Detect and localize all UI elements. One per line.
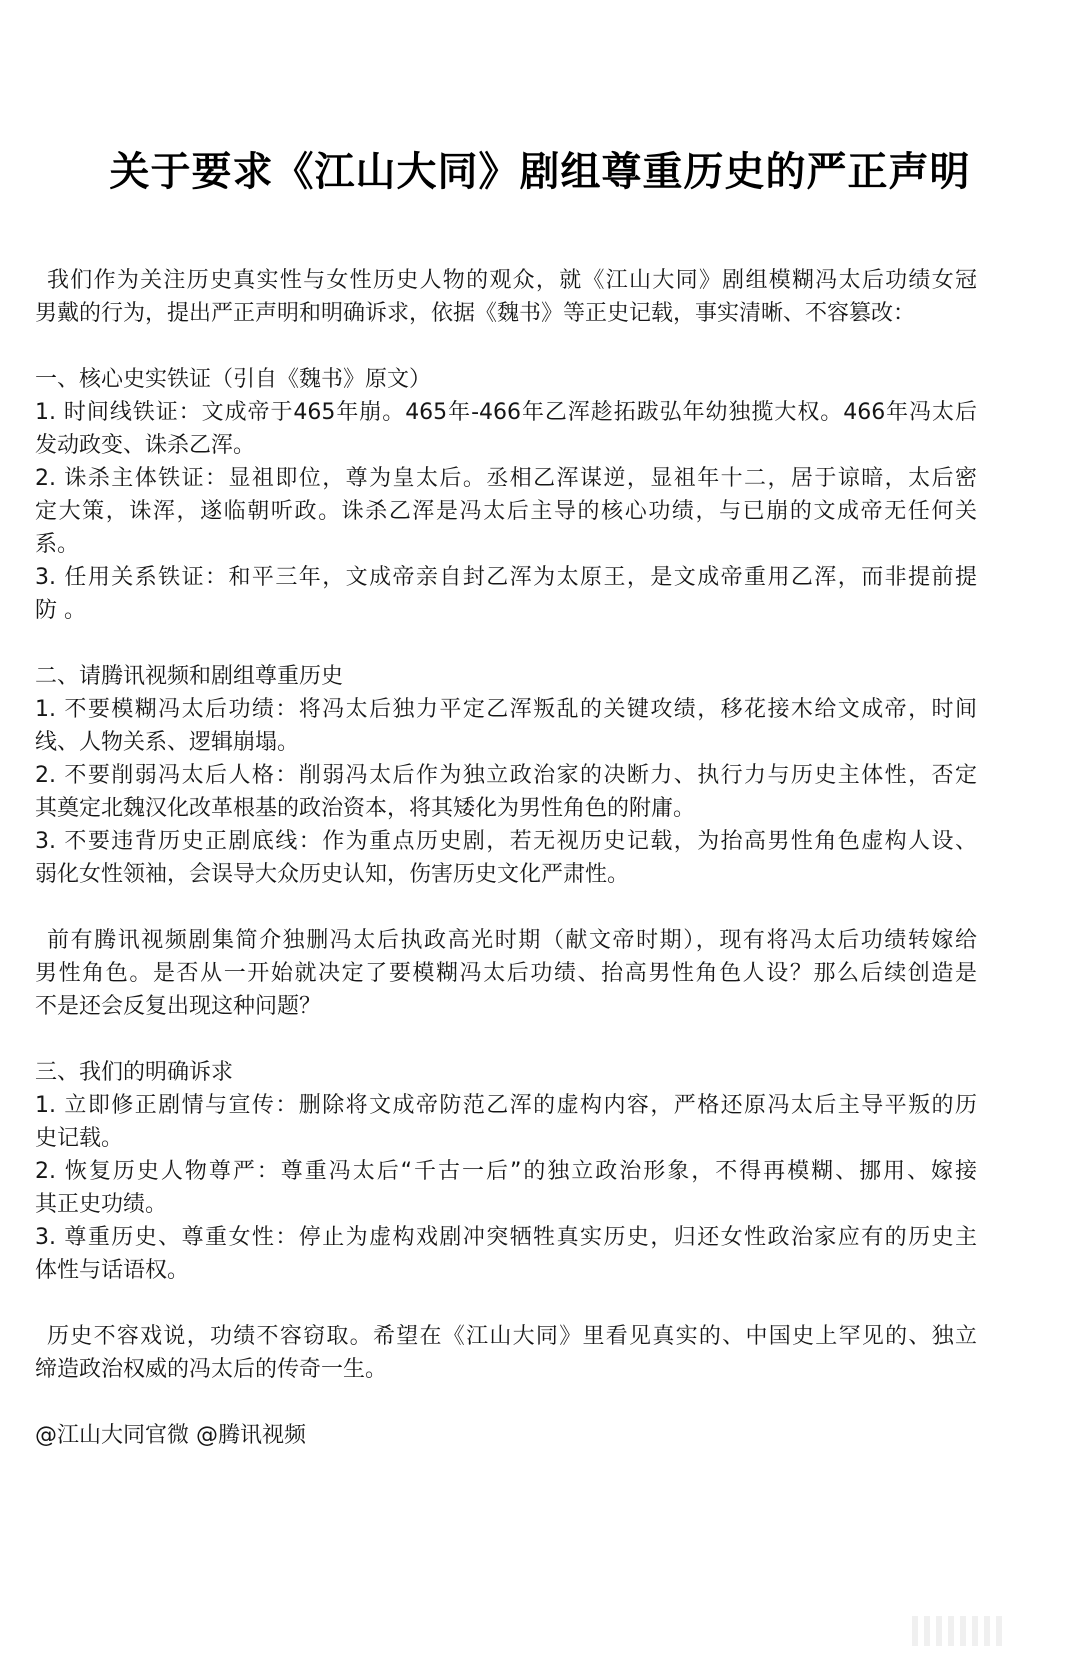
text-line: 三、我们的明确诉求 — [35, 1060, 234, 1085]
paragraph — [35, 561, 977, 627]
text-line: 体性与话语权。 — [35, 1258, 190, 1283]
text-line: 防 。 — [35, 598, 86, 623]
paragraph — [35, 462, 977, 561]
section-heading — [35, 660, 977, 693]
watermark-logo — [912, 1616, 1002, 1646]
section-heading — [35, 363, 977, 396]
paragraph — [35, 924, 977, 1023]
paragraph — [35, 1089, 977, 1155]
text-line: 3. 尊重历史、尊重女性：停止为虚构戏剧冲突牺牲真实历史，归还女性政治家应有的历史主 — [35, 1225, 977, 1250]
text-line: 其奠定北魏汉化改革根基的政治资本，将其矮化为男性角色的附庸。 — [35, 796, 696, 821]
text-line: 前有腾讯视频剧集简介独删冯太后执政高光时期（献文帝时期），现有将冯太后功绩转嫁给 — [47, 928, 977, 953]
paragraph — [35, 759, 977, 825]
text-line: 男戴的行为，提出严正声明和明确诉求，依据《魏书》等正史记载，事实清晰、不容篡改： — [35, 301, 916, 326]
text-line: 1. 不要模糊冯太后功绩：将冯太后独力平定乙浑叛乱的关键攻绩，移花接木给文成帝，时间 — [35, 697, 977, 722]
text-line: 1. 时间线铁证：文成帝于465年崩。465年-466年乙浑趁拓跋弘年幼独揽大权。466年冯太后 — [35, 400, 977, 425]
text-line: 系。 — [35, 532, 80, 557]
text-line: 3. 任用关系铁证：和平三年，文成帝亲自封乙浑为太原王，是文成帝重用乙浑，而非提前提 — [35, 565, 977, 590]
blank-line — [35, 1023, 977, 1056]
blank-line — [35, 891, 977, 924]
text-line: 其正史功绩。 — [35, 1192, 168, 1217]
section-heading — [35, 1056, 977, 1089]
text-line: 3. 不要违背历史正剧底线：作为重点历史剧，若无视历史记载，为抬高男性角色虚构人设、 — [35, 829, 977, 854]
text-line: 定大策，诛浑，遂临朝听政。诛杀乙浑是冯太后主导的核心功绩，与已崩的文成帝无任何关 — [35, 499, 977, 524]
paragraph — [35, 264, 977, 330]
paragraph — [35, 825, 977, 891]
text-line: 我们作为关注历史真实性与女性历史人物的观众，就《江山大同》剧组模糊冯太后功绩女冠 — [47, 268, 977, 293]
text-line: 二、请腾讯视频和剧组尊重历史 — [35, 664, 344, 689]
text-line: 缔造政治权威的冯太后的传奇一生。 — [35, 1357, 388, 1382]
text-line: 发动政变、诛杀乙浑。 — [35, 433, 256, 458]
text-line: 男性角色。是否从一开始就决定了要模糊冯太后功绩、抬高男性角色人设？那么后续创造是 — [35, 961, 977, 986]
text-line: @江山大同官微 @腾讯视频 — [35, 1423, 306, 1448]
paragraph — [35, 1221, 977, 1287]
paragraph — [35, 693, 977, 759]
text-line: 2. 恢复历史人物尊严：尊重冯太后“千古一后”的独立政治形象，不得再模糊、挪用、嫁接 — [35, 1159, 977, 1184]
statement-body — [35, 264, 977, 1452]
text-line: 史记载。 — [35, 1126, 124, 1151]
blank-line — [35, 1287, 977, 1320]
text-line: 2. 不要削弱冯太后人格：削弱冯太后作为独立政治家的决断力、执行力与历史主体性，否定 — [35, 763, 977, 788]
text-line: 2. 诛杀主体铁证：显祖即位，尊为皇太后。丞相乙浑谋逆，显祖年十二，居于谅暗，太后密 — [35, 466, 977, 491]
blank-line — [35, 627, 977, 660]
blank-line — [35, 330, 977, 363]
text-line: 不是还会反复出现这种问题？ — [35, 994, 322, 1019]
text-line: 线、人物关系、逻辑崩塌。 — [35, 730, 300, 755]
blank-line — [35, 1386, 977, 1419]
paragraph — [35, 1320, 977, 1386]
text-line: 历史不容戏说，功绩不容窃取。希望在《江山大同》里看见真实的、中国史上罕见的、独立 — [47, 1324, 977, 1349]
text-line: 1. 立即修正剧情与宣传：删除将文成帝防范乙浑的虚构内容，严格还原冯太后主导平叛的历 — [35, 1093, 977, 1118]
text-line: 一、核心史实铁证（引自《魏书》原文） — [35, 367, 432, 392]
document-title: 关于要求《江山大同》剧组尊重历史的严正声明 — [109, 148, 971, 195]
paragraph — [35, 396, 977, 462]
paragraph — [35, 1419, 977, 1452]
paragraph — [35, 1155, 977, 1221]
text-line: 弱化女性领袖，会误导大众历史认知，伤害历史文化严肃性。 — [35, 862, 630, 887]
